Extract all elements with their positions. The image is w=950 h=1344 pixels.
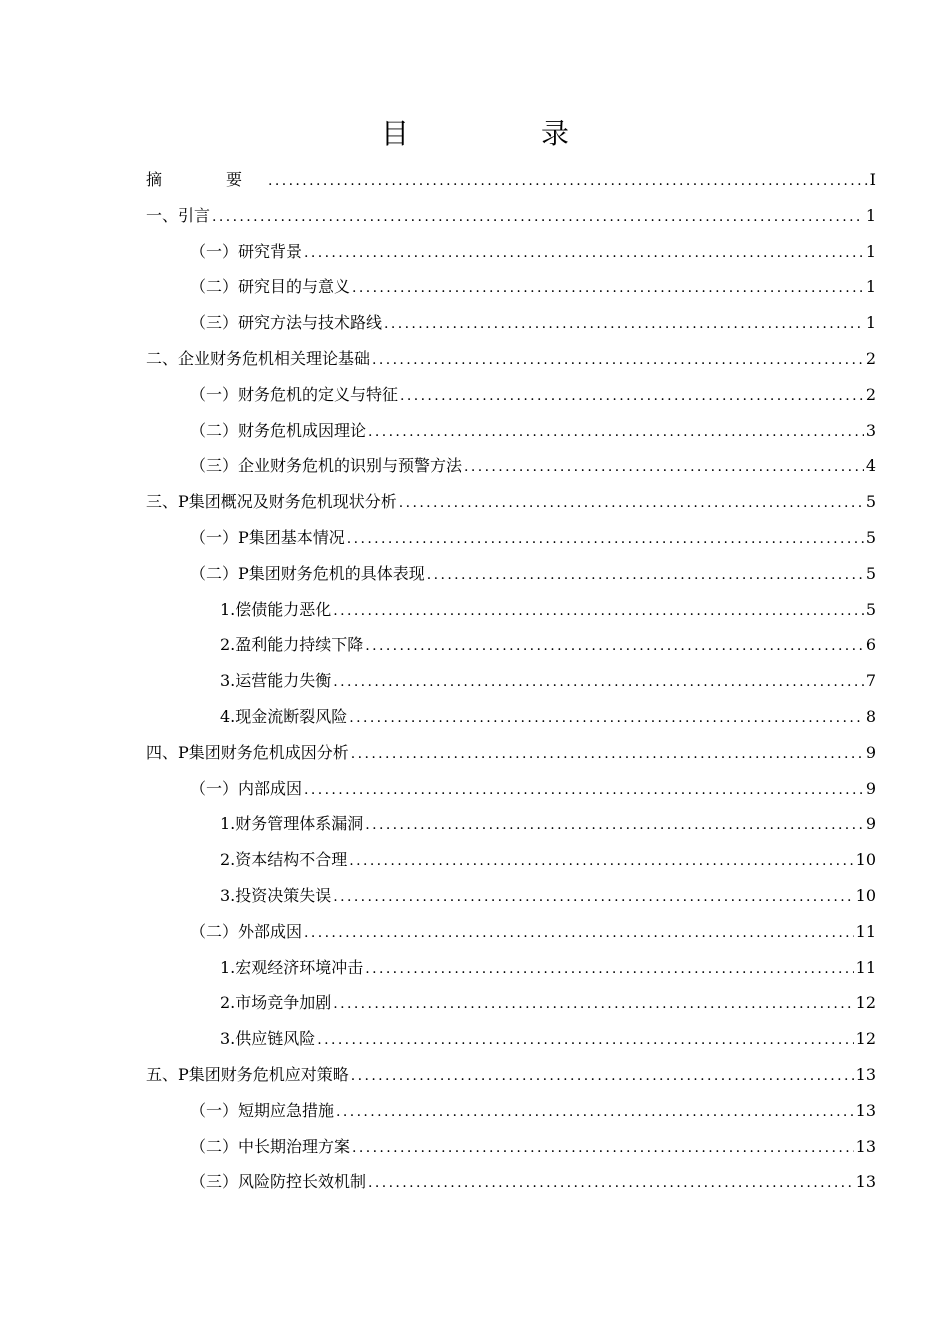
toc-entry-label: （一）内部成因: [190, 778, 303, 798]
toc-entry[interactable]: [146, 520, 876, 556]
toc-entry[interactable]: [146, 1129, 876, 1165]
toc-dot-leader: [333, 880, 853, 916]
toc-entry[interactable]: [146, 1164, 876, 1200]
toc-entry-label: 一、引言: [146, 205, 211, 225]
toc-entry[interactable]: [146, 448, 876, 484]
toc-entry[interactable]: [146, 985, 876, 1021]
toc-page-number: 12: [855, 1029, 876, 1049]
toc-page-number: 4: [865, 456, 876, 476]
toc-entry-label: 四、P集团财务危机成因分析: [146, 742, 349, 762]
toc-entry-label: （二）P集团财务危机的具体表现: [190, 563, 425, 583]
toc-entry[interactable]: [146, 842, 876, 878]
toc-dot-leader: [399, 486, 864, 522]
toc-entry[interactable]: [146, 914, 876, 950]
toc-dot-leader: [268, 164, 868, 200]
toc-page-number: 5: [865, 492, 876, 512]
toc-page-number: 5: [865, 563, 876, 583]
toc-dot-leader: [365, 629, 864, 665]
toc-page-number: 10: [855, 885, 876, 905]
toc-page-number: 13: [855, 1136, 876, 1156]
toc-entry[interactable]: [146, 735, 876, 771]
toc-entry[interactable]: [146, 556, 876, 592]
toc-list: [146, 162, 876, 1200]
toc-entry-label: （三）风险防控长效机制: [190, 1172, 367, 1192]
toc-dot-leader: [365, 808, 864, 844]
toc-page-number: 2: [865, 348, 876, 368]
toc-page-number: 1: [865, 277, 876, 297]
toc-entry[interactable]: [146, 806, 876, 842]
toc-entry-label: 1.财务管理体系漏洞: [220, 814, 364, 834]
toc-entry-label: 2.盈利能力持续下降: [220, 635, 364, 655]
toc-entry-label: （二）外部成因: [190, 921, 303, 941]
toc-entry-label: 1.宏观经济环境冲击: [220, 957, 364, 977]
toc-entry[interactable]: [146, 592, 876, 628]
toc-entry-label: 3.运营能力失衡: [220, 671, 332, 691]
toc-entry-label: （一）短期应急措施: [190, 1100, 335, 1120]
toc-entry[interactable]: [146, 198, 876, 234]
toc-dot-leader: [212, 200, 864, 236]
toc-entry-label: 4.现金流断裂风险: [220, 706, 348, 726]
toc-dot-leader: [304, 916, 854, 952]
toc-entry[interactable]: [146, 269, 876, 305]
toc-page-number: I: [869, 170, 876, 189]
toc-page-number: 13: [855, 1064, 876, 1084]
toc-dot-leader: [333, 987, 853, 1023]
toc-entry-label: （一）研究背景: [190, 241, 303, 261]
toc-page-number: 13: [855, 1100, 876, 1120]
toc-entry[interactable]: [146, 663, 876, 699]
toc-entry-label: 二、企业财务危机相关理论基础: [146, 348, 371, 368]
toc-dot-leader: [427, 558, 864, 594]
toc-page-number: 10: [855, 850, 876, 870]
toc-dot-leader: [384, 307, 864, 343]
toc-entry[interactable]: [146, 377, 876, 413]
toc-entry[interactable]: [146, 162, 876, 198]
toc-entry[interactable]: [146, 771, 876, 807]
toc-dot-leader: [317, 1023, 853, 1059]
toc-page-number: 7: [865, 671, 876, 691]
toc-page-number: 5: [865, 527, 876, 547]
toc-entry[interactable]: [146, 484, 876, 520]
toc-entry-label: （二）研究目的与意义: [190, 277, 351, 297]
toc-dot-leader: [333, 665, 864, 701]
toc-dot-leader: [304, 236, 864, 272]
toc-entry[interactable]: [146, 234, 876, 270]
toc-entry-label: 3.投资决策失误: [220, 885, 332, 905]
toc-page-number: 12: [855, 993, 876, 1013]
toc-page-number: 1: [865, 313, 876, 333]
toc-entry-label: 三、P集团概况及财务危机现状分析: [146, 492, 397, 512]
toc-dot-leader: [351, 1059, 854, 1095]
toc-page-number: 8: [865, 706, 876, 726]
toc-entry-label: （三）研究方法与技术路线: [190, 313, 383, 333]
toc-entry-label: （一）P集团基本情况: [190, 527, 345, 547]
toc-page-number: 3: [865, 420, 876, 440]
toc-entry-label: 3.供应链风险: [220, 1029, 316, 1049]
toc-entry[interactable]: [146, 950, 876, 986]
toc-entry[interactable]: [146, 1021, 876, 1057]
toc-page-number: 11: [855, 957, 876, 977]
toc-page-number: 2: [865, 384, 876, 404]
toc-entry-label: （三）企业财务危机的识别与预警方法: [190, 456, 463, 476]
toc-page-number: 5: [865, 599, 876, 619]
toc-entry-label: （一）财务危机的定义与特征: [190, 384, 399, 404]
toc-entry[interactable]: [146, 341, 876, 377]
toc-entry-label: 1.偿债能力恶化: [220, 599, 332, 619]
toc-entry[interactable]: [146, 699, 876, 735]
toc-page-number: 1: [865, 241, 876, 261]
toc-dot-leader: [349, 701, 864, 737]
toc-entry[interactable]: [146, 413, 876, 449]
toc-entry-label: 2.市场竞争加剧: [220, 993, 332, 1013]
toc-entry[interactable]: [146, 1093, 876, 1129]
toc-dot-leader: [304, 773, 864, 809]
toc-dot-leader: [336, 1095, 854, 1131]
toc-dot-leader: [352, 271, 864, 307]
toc-dot-leader: [347, 522, 864, 558]
toc-dot-leader: [365, 952, 853, 988]
toc-page-number: 13: [855, 1172, 876, 1192]
toc-dot-leader: [368, 1166, 854, 1202]
toc-entry[interactable]: [146, 627, 876, 663]
toc-page-number: 1: [865, 205, 876, 225]
toc-title: 目 录: [380, 117, 621, 150]
toc-dot-leader: [464, 450, 864, 486]
toc-page-number: 9: [865, 814, 876, 834]
toc-entry-label: 五、P集团财务危机应对策略: [146, 1064, 349, 1084]
toc-entry-label: （二）中长期治理方案: [190, 1136, 351, 1156]
toc-dot-leader: [333, 594, 864, 630]
toc-entry-label: 2.资本结构不合理: [220, 850, 348, 870]
toc-page-number: 9: [865, 742, 876, 762]
toc-entry[interactable]: [146, 305, 876, 341]
toc-dot-leader: [372, 343, 864, 379]
toc-dot-leader: [349, 844, 853, 880]
toc-dot-leader: [400, 379, 864, 415]
toc-entry-label: 摘 要: [146, 170, 267, 189]
toc-entry-label: （二）财务危机成因理论: [190, 420, 367, 440]
toc-dot-leader: [368, 415, 864, 451]
toc-entry[interactable]: [146, 1057, 876, 1093]
toc-entry[interactable]: [146, 878, 876, 914]
toc-page-number: 11: [855, 921, 876, 941]
toc-page-number: 6: [865, 635, 876, 655]
toc-page-number: 9: [865, 778, 876, 798]
toc-dot-leader: [352, 1131, 854, 1167]
toc-dot-leader: [351, 737, 864, 773]
